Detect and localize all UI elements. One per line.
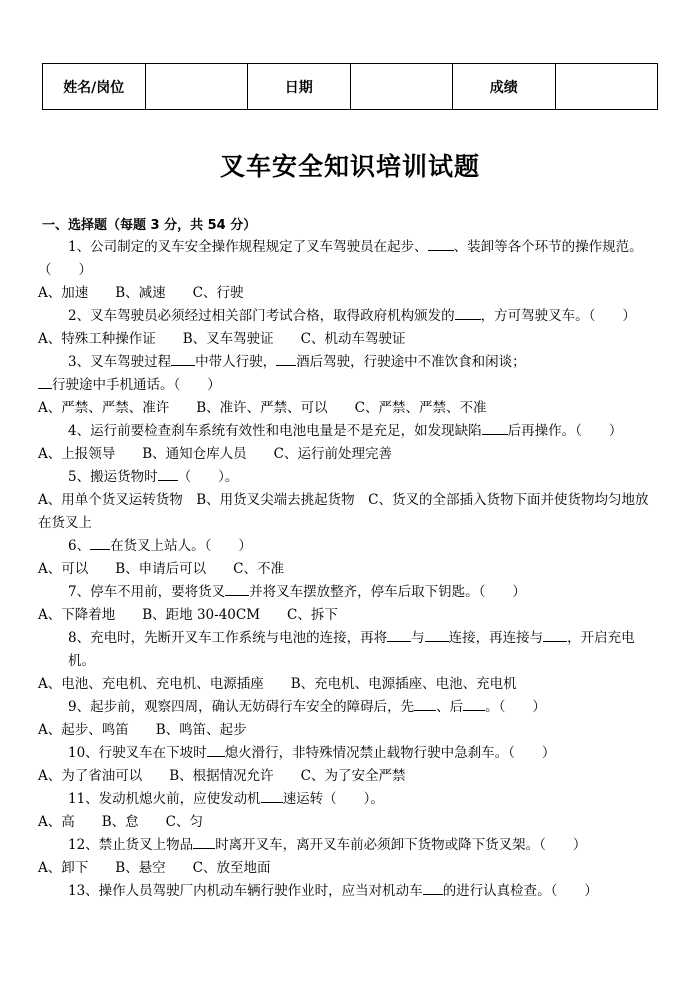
date-cell[interactable]: [350, 64, 453, 110]
question-5-options: A、用单个货叉运转货物 B、用货叉尖端去挑起货物 C、货叉的全部插入货物下面并使货物均匀地放在货叉上: [38, 492, 649, 531]
score-label: 成绩: [453, 64, 556, 110]
question-13: 13、操作人员驾驶厂内机动车辆行驶作业时，应当对机动车 的进行认真检查。（ ）: [68, 883, 598, 899]
question-10-options: A、为了省油可以 B、根据情况允许 C、为了安全严禁: [38, 768, 406, 784]
question-7: 7、停车不用前，要将货叉 并将叉车摆放整齐，停车后取下钥匙。（ ）: [68, 584, 526, 600]
answer-blank: [387, 641, 411, 642]
question-4-options: A、上报领导 B、通知仓库人员 C、运行前处理完善: [38, 446, 392, 462]
question-12-options: A、卸下 B、悬空 C、放至地面: [38, 860, 271, 876]
question-8-options: A、电池、充电机、充电机、电源插座 B、充电机、电源插座、电池、充电机: [38, 676, 517, 692]
section-heading: 一、选择题（每题 3 分，共 54 分）: [42, 218, 257, 233]
question-12: 12、禁止货叉上物品 时离开叉车，离开叉车前必须卸下货物或降下货叉架。（ ）: [68, 837, 587, 853]
answer-blank: [276, 365, 296, 366]
question-6-options: A、可以 B、申请后可以 C、不准: [38, 561, 284, 577]
question-1-continuation: （ ）: [38, 262, 92, 278]
answer-blank: [423, 894, 443, 895]
question-2-options: A、特殊工种操作证 B、叉车驾驶证 C、机动车驾驶证: [38, 331, 406, 347]
question-1: 1、公司制定的叉车安全操作规程规定了叉车驾驶员在起步、 、装卸等各个环节的操作规范。: [68, 239, 643, 255]
question-11: 11、发动机熄火前，应使发动机 速运转（ ）。: [68, 791, 384, 807]
question-4: 4、运行前要检查刹车系统有效性和电池电量是不是充足，如发现缺陷 后再操作。（ ）: [68, 423, 623, 439]
question-5: 5、搬运货物时 （ ）。: [68, 469, 239, 485]
question-9: 9、起步前，观察四周，确认无妨碍行车安全的障碍后，先 、后 。（ ）: [68, 699, 546, 715]
answer-blank: [225, 595, 249, 596]
answer-blank: [425, 641, 449, 642]
answer-blank: [193, 848, 215, 849]
question-1-options: A、加速 B、减速 C、行驶: [38, 285, 244, 301]
question-7-options: A、下降着地 B、距地 30-40CM C、拆下: [38, 607, 338, 623]
name-position-cell[interactable]: [145, 64, 248, 110]
answer-blank: [428, 250, 454, 251]
question-9-options: A、起步、鸣笛 B、鸣笛、起步: [38, 722, 247, 738]
question-3-continuation: 行驶途中手机通话。（ ）: [38, 374, 660, 397]
question-6: 6、 在货叉上站人。（ ）: [68, 538, 252, 554]
answer-blank: [171, 365, 195, 366]
question-3-options: A、严禁、严禁、准许 B、准许、严禁、可以 C、严禁、严禁、不准: [38, 400, 487, 416]
answer-blank: [261, 802, 283, 803]
question-10: 10、行驶叉车在下坡时 熄火滑行，非特殊情况禁止载物行驶中急刹车。（ ）: [68, 745, 556, 761]
answer-blank: [90, 549, 110, 550]
question-3: 3、叉车驾驶过程 中带人行驶， 酒后驾驶，行驶途中不准饮食和闲谈；: [68, 354, 526, 370]
question-8: 8、充电时，先断开叉车工作系统与电池的连接，再将 与 连接，再连接与 ，开启充电机。: [68, 630, 635, 669]
answer-blank: [414, 710, 436, 711]
name-position-label: 姓名/岗位: [43, 64, 146, 110]
score-cell[interactable]: [555, 64, 658, 110]
question-11-options: A、高 B、怠 C、匀: [38, 814, 203, 830]
answer-blank: [482, 434, 508, 435]
info-header-table: [42, 63, 658, 110]
answer-blank: [207, 756, 225, 757]
question-list: [38, 236, 660, 903]
answer-blank: [158, 480, 178, 481]
answer-blank: [38, 388, 52, 389]
answer-blank: [543, 641, 567, 642]
answer-blank: [463, 710, 485, 711]
page-title: 叉车安全知识培训试题: [219, 152, 480, 181]
date-label: 日期: [248, 64, 351, 110]
answer-blank: [455, 319, 481, 320]
question-2: 2、叉车驾驶员必须经过相关部门考试合格，取得政府机构颁发的 ，方可驾驶叉车。（ ）: [68, 308, 636, 324]
